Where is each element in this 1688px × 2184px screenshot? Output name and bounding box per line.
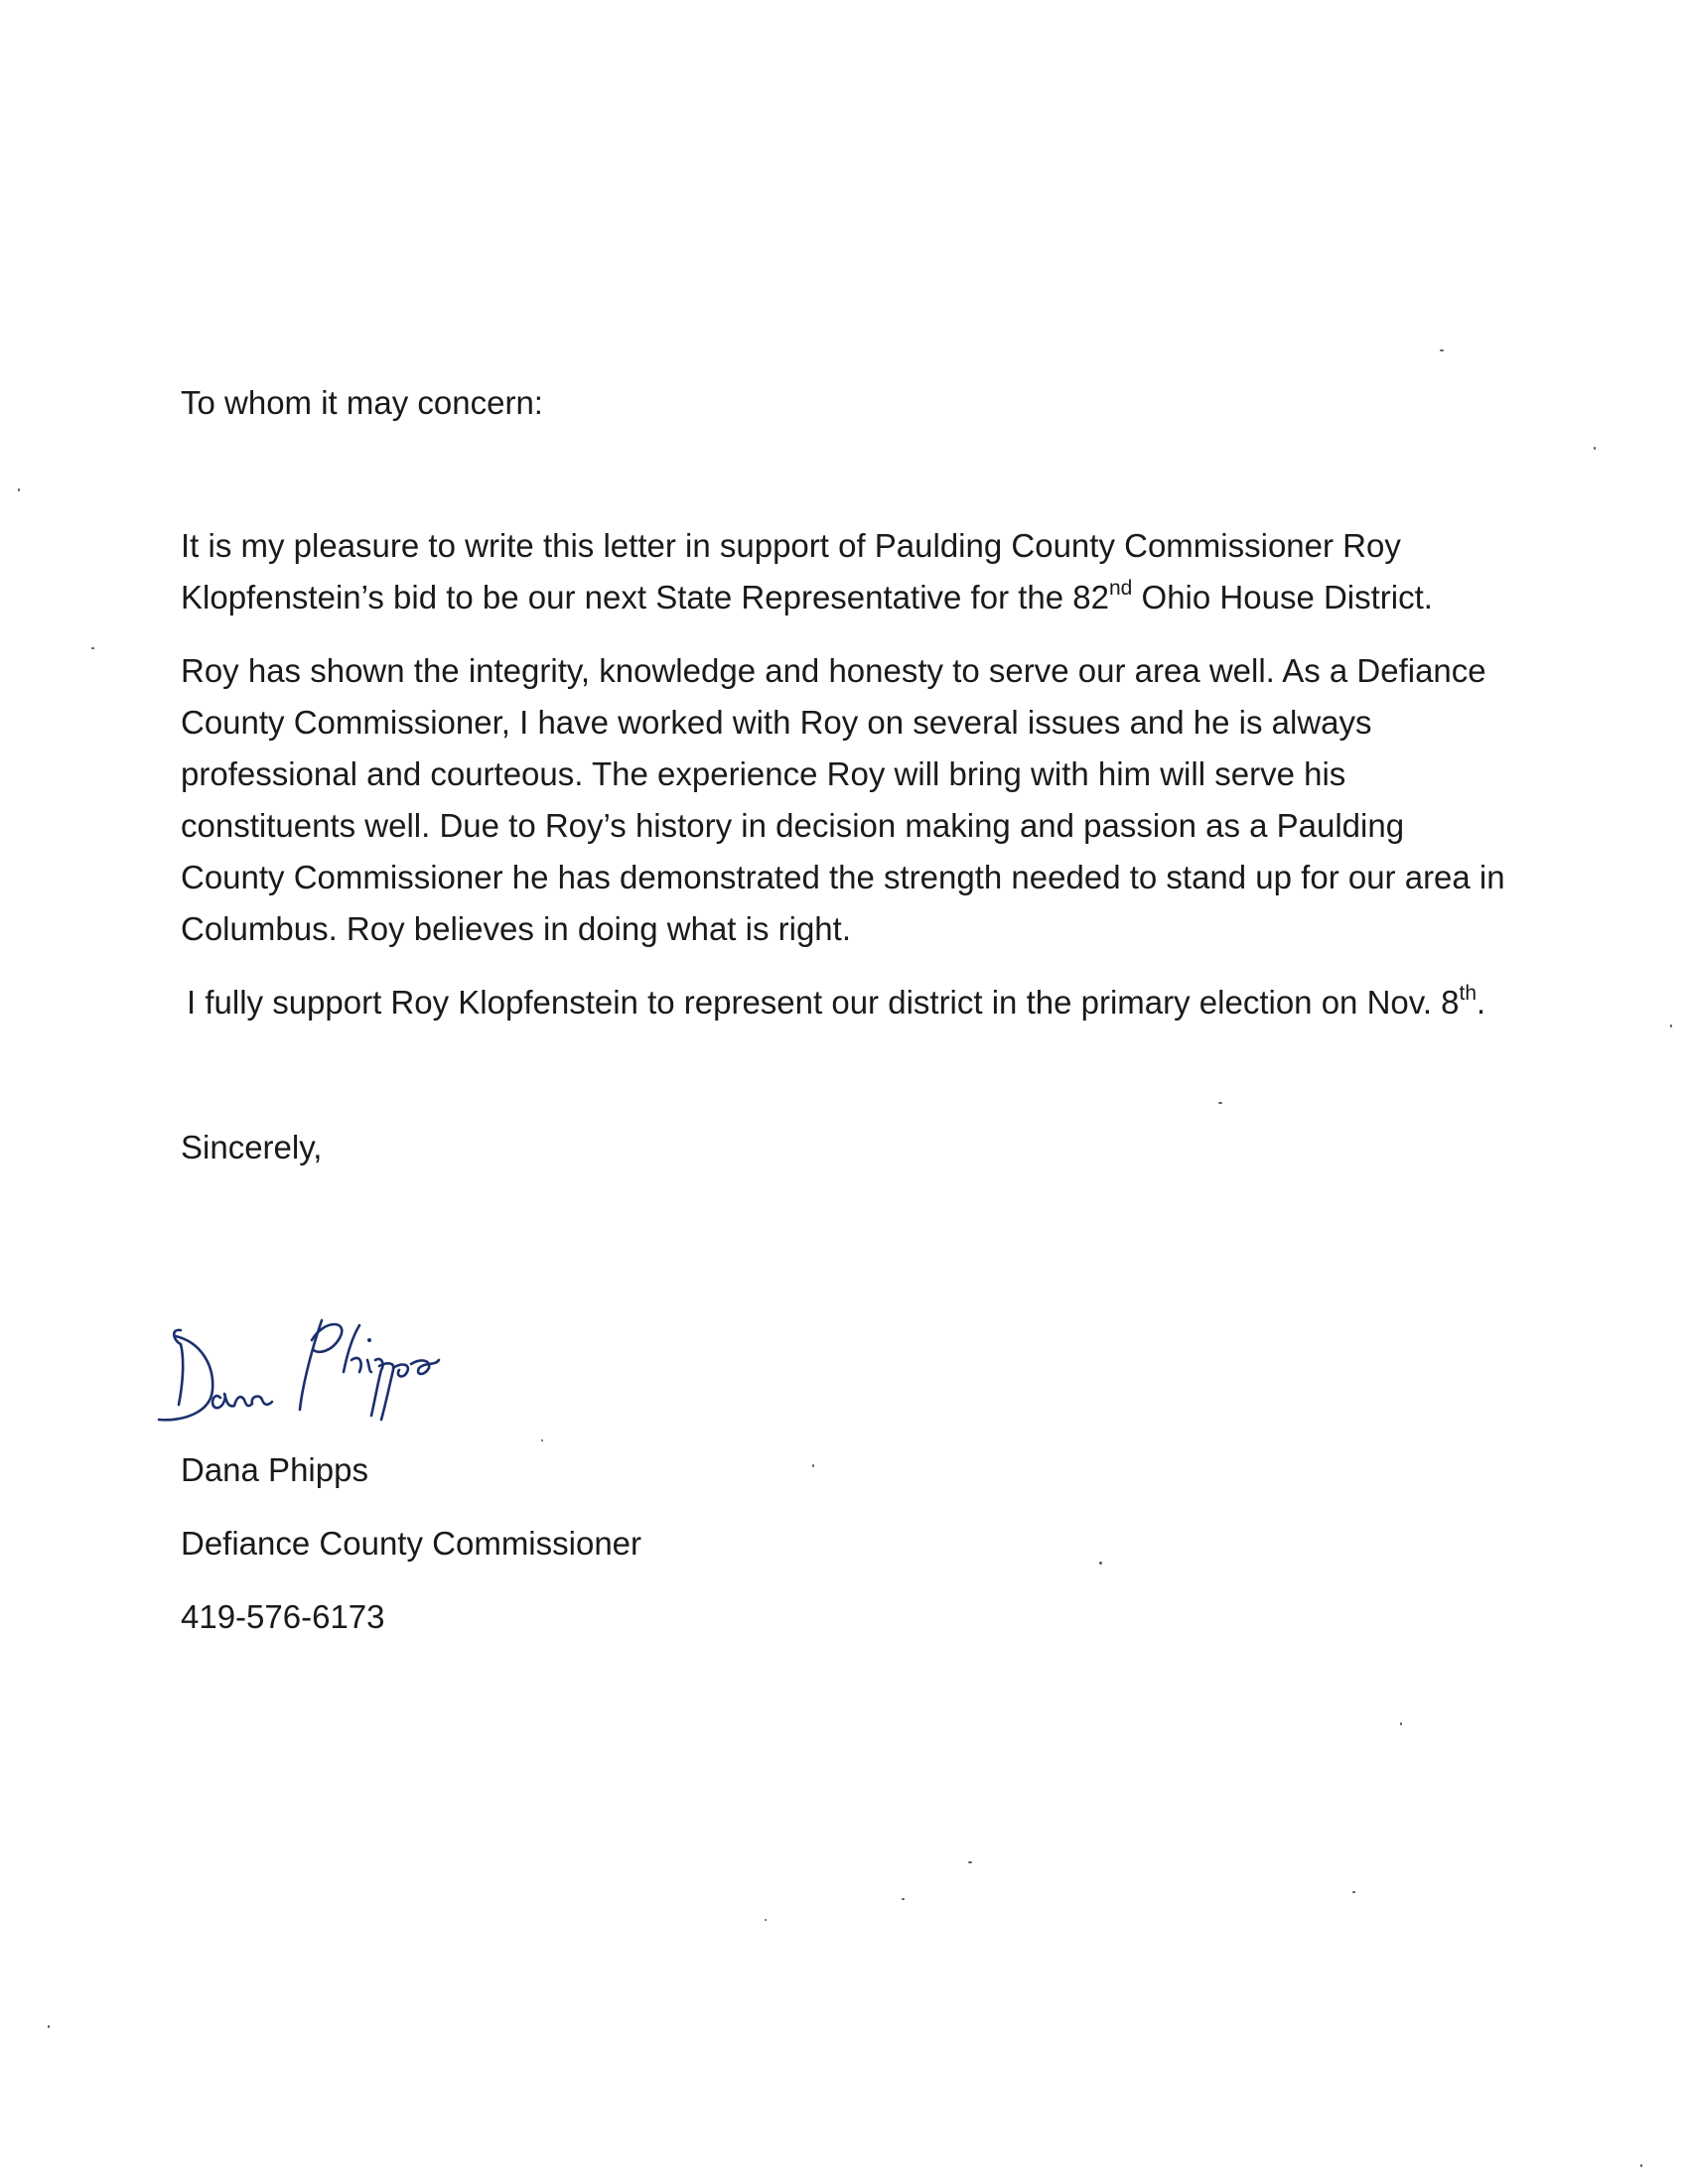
scan-speck [1218, 1102, 1222, 1104]
handwritten-signature [151, 1310, 489, 1430]
scan-speck [48, 2025, 50, 2028]
paragraph-support-end: Ohio House District. [1132, 579, 1433, 615]
scan-speck [1440, 349, 1444, 351]
scan-speck [1670, 1024, 1672, 1027]
scan-speck [541, 1439, 543, 1441]
salutation: To whom it may concern: [181, 384, 543, 421]
scan-speck [1099, 1562, 1102, 1565]
signer-title: Defiance County Commissioner [181, 1525, 642, 1562]
closing: Sincerely, [181, 1129, 323, 1165]
scan-speck [18, 488, 20, 491]
signer-phone: 419-576-6173 [181, 1598, 385, 1635]
scan-speck [765, 1919, 767, 1921]
scan-speck [812, 1464, 814, 1467]
paragraph-endorsement-end: . [1477, 984, 1486, 1021]
scan-speck [1640, 2164, 1642, 2167]
scan-speck [1594, 447, 1596, 450]
paragraph-endorsement-text: I fully support Roy Klopfenstein to represent our district in the primary election on Nov. 8 [187, 984, 1460, 1021]
letter-body [181, 377, 1511, 1173]
paragraph-endorsement [181, 977, 1511, 1028]
scan-speck [1400, 1722, 1402, 1725]
ordinal-suffix-nd: nd [1109, 577, 1133, 600]
paragraph-support [181, 520, 1511, 623]
scan-speck [1352, 1891, 1355, 1893]
scan-speck [968, 1861, 972, 1863]
signer-block [181, 1444, 641, 1665]
paragraph-qualifications: Roy has shown the integrity, knowledge and honesty to serve our area well. As a Defiance County Commissioner, I have worked with Roy on several issues and he is always professional and courteous. The experience Roy will bring with him will serve his constituents well. Due to Roy’s history in decision making and passion as a Paulding County Commissioner he has demonstrated the strength needed to stand up for our area in Columbus. Roy believes in doing what is right. [181, 652, 1505, 947]
scan-speck [91, 647, 94, 649]
paragraph-support-text: It is my pleasure to write this letter in support of Paulding County Commissioner Roy Klopfenstein’s bid to be our next State Representative for the 82 [181, 527, 1401, 615]
scan-speck [902, 1898, 905, 1900]
ordinal-suffix-th: th [1459, 982, 1477, 1005]
signer-name: Dana Phipps [181, 1451, 368, 1488]
